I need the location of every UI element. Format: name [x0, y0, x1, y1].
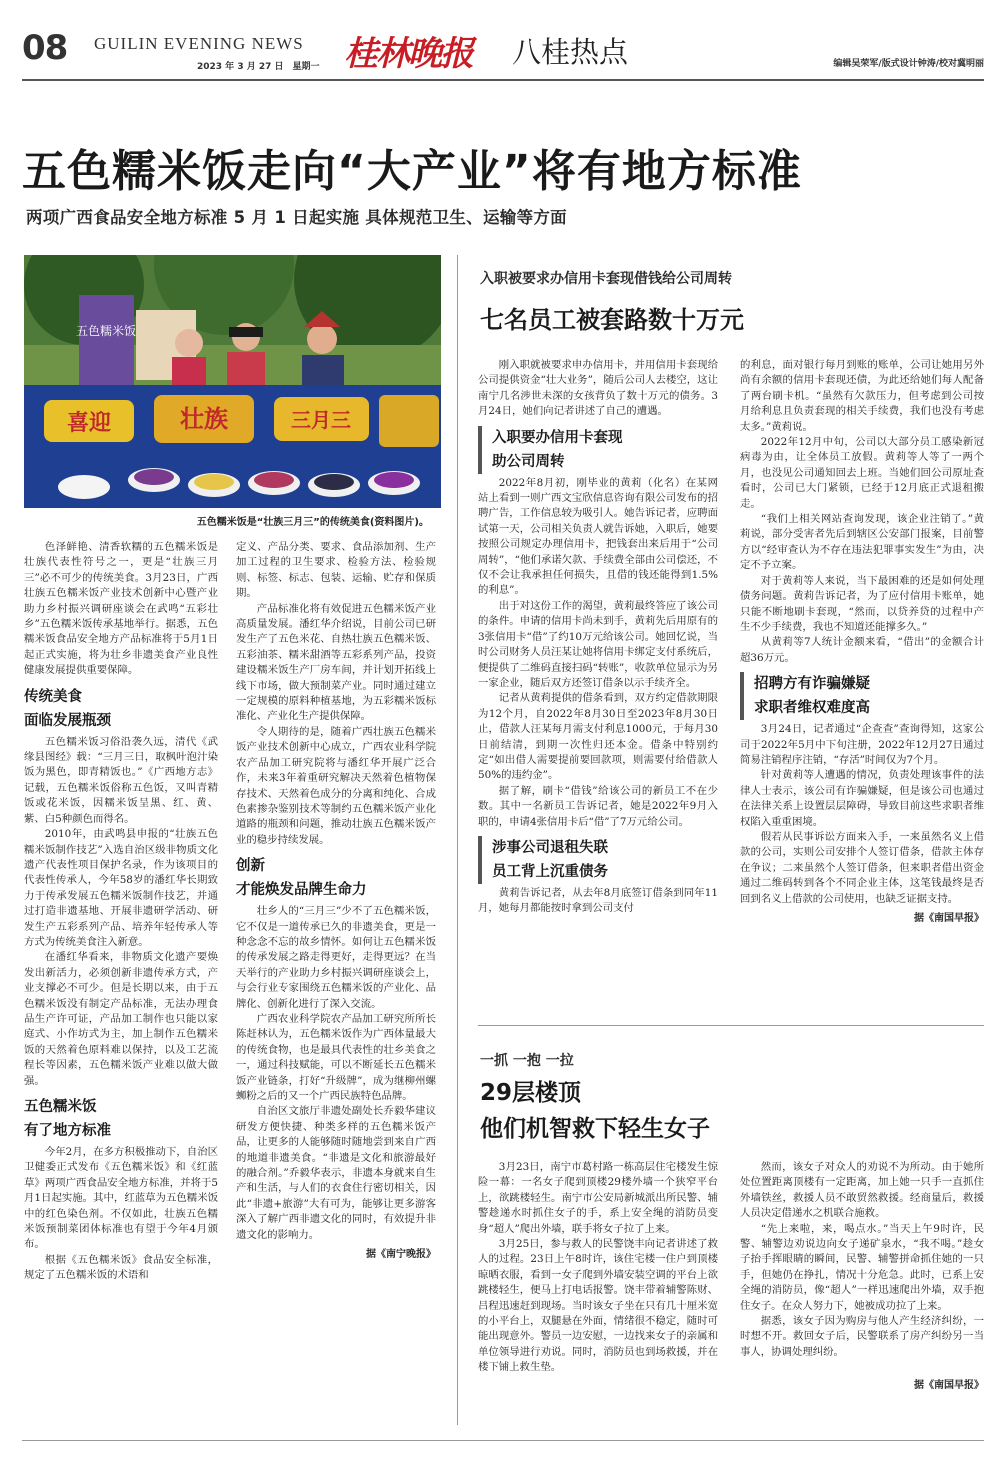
paragraph: 五色糯米饭习俗沿袭久远，清代《武缘县图经》载：“三月三日，取枫叶泡汁染饭为黑色，即青精饭也。”《广西地方志》记载，五色糯米饭俗称五色饭，又叫青精饭或花米饭，因糯米饭呈黑、红、黄、紫、白5种颜色而得名。	[24, 735, 218, 825]
paragraph: 令人期待的是，随着广西壮族五色糯米饭产业技术创新中心成立，广西农业科学院农产品加工研究院将与潘红华开展广泛合作，未来3年着重研究解决天然着色植物保存技术、天然着色成分的分离和纯化、合成色素掺杂鉴别技术等制约五色糯米饭产业化道路的瓶颈和问题，推动壮族五色糯米饭产业的稳步持续发展。	[236, 725, 436, 846]
story3-title-line1: 29层楼顶	[480, 1080, 582, 1106]
paragraph: 2010年，由武鸣县申报的“壮族五色糯米饭制作技艺”入选自治区级非物质文化遗产代表性项目保护名录，作为该项目的代表性传承人，今年58岁的潘红华长期致力于传承发展五色糯米饭制作技艺，并通过打造非遗基地、开展非遗研学活动、研发生产五彩系列产品、培养年轻传承人等方式为传统美食注入新意。	[24, 828, 218, 948]
masthead-rule	[22, 79, 984, 81]
paragraph: 2022年12月中旬，公司以大部分员工感染新冠病毒为由，让全体员工放假。黄莉等人等了一两个月，也没见公司通知回去上班。当她们回公司原址查看时，公司已大门紧锁，已经于12月底正式退租搬走。	[740, 436, 984, 510]
masthead	[22, 28, 984, 74]
section-heading: 五色糯米饭 有了地方标准	[24, 1099, 111, 1139]
main-article-col2	[236, 540, 436, 1425]
main-article-col1	[24, 540, 218, 1425]
paragraph: 3月23日，南宁市葛村路一栋高层住宅楼发生惊险一幕：一名女子爬到顶楼29楼外墙一个狭窄平台上，欲跳楼轻生。南宁市公安局新城派出所民警、辅警趁递水时抓住女子的手，系上安全绳的消防员变身“超人”爬出外墙，联手将女子拉了上来。	[478, 1161, 718, 1235]
paragraph: 针对黄莉等人遭遇的情况，负责处理该事件的法律人士表示，该公司有诈骗嫌疑，但是该公司也通过在法律关系上设置层层障碍，导致目前这些求职者维权陷入重重困境。	[740, 769, 984, 828]
story3-kicker: 一抓 一抱 一拉	[480, 1053, 574, 1069]
paragraph: 据了解，刷卡“借钱”给该公司的新员工不在少数。其中一名新员工告诉记者，她是2022年9月入职的，申请4张信用卡后“借”了7万元给公司。	[478, 784, 718, 828]
paragraph: 产品标准化将有效促进五色糯米饭产业高质量发展。潘红华介绍说，目前公司已研发生产了五色米花、自热壮族五色糯米饭、五彩油茶、糯米甜酒等五彩系列产品，投资建设糯米饭生产厂房车间，并计划开拓线上线下市场，做大预制菜产业。同时通过建立一定规模的原料种植基地，为五彩糯米饭标准化、产业化生产提供保障。	[236, 602, 436, 723]
photo-caption: 五色糯米饭是“壮族三月三”的传统美食(资料图片)。	[196, 517, 429, 528]
paragraph: 记者从黄莉提供的借条看到，双方约定借款期限为12个月，自2022年8月30日至2023年8月30日止，借款人汪某每月需支付利息1000元，于每月30日前结清，到期一次性归还本金。借条中特别约定“如出借人需要提前要回款项，则需要付给借款人50%的违约金”。	[478, 692, 718, 782]
story-divider	[478, 1025, 984, 1026]
news-photo	[24, 255, 441, 508]
section-heading: 涉事公司退租失联 员工背上沉重债务	[478, 836, 718, 884]
section-heading: 入职要办信用卡套现 助公司周转	[478, 426, 718, 474]
column-divider	[457, 255, 458, 1425]
story2-kicker: 入职被要求办信用卡套现借钱给公司周转	[480, 271, 732, 287]
story3-title-line2: 他们机智救下轻生女子	[480, 1116, 710, 1142]
footer-rule	[22, 1440, 984, 1441]
story3-col1	[478, 1160, 718, 1430]
section-heading: 创新 才能焕发品牌生命力	[236, 858, 367, 899]
paragraph: 自治区文旅厅非遗处副处长乔毅华建议研发方便快捷、种类多样的五色糯米饭产品，让更多的人能够随时随地尝到来自广西的地道非遗美食。“非遗是文化和旅游最好的融合剂。”乔毅华表示，非遗本身就来自生产和生活，与人们的衣食住行密切相关，因此“非遗+旅游”大有可为，能够让更多游客深入了解广西非遗文化的同时，有效提升非遗文化的影响力。	[236, 1105, 436, 1241]
photo-sign-3: 三月三	[291, 408, 351, 432]
paragraph: 在潘红华看来，非物质文化遗产要焕发出新活力，必须创新非遗传承方式，产业支撑必不可少。但是长期以来，由于五色糯米饭没有制定产品标准，无法办理食品生产许可证，产品加工制作也只能以家庭式、小作坊式为主，加上制作五色糯米饭的天然着色原料难以保持，以及工艺流程长等因素，五色糯米饭产业难以做大做强。	[24, 951, 218, 1087]
paragraph: 3月24日，记者通过“企查查”查询得知，这家公司于2022年5月中下旬注册，2022年12月27日通过简易注销程序注销，“存活”时间仅为7个月。	[740, 723, 984, 766]
issue-date: 2023 年 3 月 27 日 星期一	[197, 62, 320, 72]
paragraph: 2022年8月初，刚毕业的黄莉（化名）在某网站上看到一则广西文宝欣信息咨询有限公司发布的招聘广告，工作信息较为吸引人。她告诉记者，应聘面试第一天，公司相关负责人就告诉她，入职后，她要按照公司规定办理信用卡，把钱套出来后用于“公司周转”，“他们承诺欠款、手续费全部由公司偿还，不仅不会让我承担任何损失，且借的钱还能得到1.5%的利息”。	[478, 476, 718, 597]
main-headline: 五色糯米饭走向“大产业”将有地方标准	[22, 146, 802, 197]
main-subhead: 两项广西食品安全地方标准 5 月 1 日起实施 具体规范卫生、运输等方面	[26, 208, 567, 227]
paragraph: 广西农业科学院农产品加工研究所所长陈赶林认为，五色糯米饭作为广西体量最大的传统食物，也是最具代表性的壮乡美食之一，通过科技赋能，可以不断延长五色糯米饭产业链条，打好“升级牌”，成为继柳州螺蛳粉之后的又一个广西民族特色品牌。	[236, 1012, 436, 1102]
page-number: 08	[22, 28, 68, 68]
editor-credits: 编辑吴荣军/版式设计钟涛/校对冀明丽	[833, 59, 984, 69]
paragraph: 根据《五色糯米饭》食品安全标准，规定了五色糯米饭的术语和	[24, 1253, 218, 1282]
section-heading: 招聘方有诈骗嫌疑 求职者维权难度高	[740, 672, 984, 720]
paragraph: 对于黄莉等人来说，当下最困难的还是如何处理债务问题。黄莉告诉记者，为了应付信用卡账单，她只能不断地刷卡套现，“然而，以贷养贷的过程中产生不少手续费，我也不知道还能撑多久。”	[740, 574, 984, 633]
story3-col2	[740, 1160, 984, 1430]
paragraph: 色泽鲜艳、清香软糯的五色糯米饭是壮族代表性符号之一，更是“壮族三月三”必不可少的传统美食。3月23日，广西壮族五色糯米饭产业技术创新中心暨产业助力乡村振兴调研座谈会在武鸣“五彩壮乡”五色糯米饭传承基地举行。据悉，五色糯米饭食品安全地方产品标准将于5月1日起正式实施，将为壮乡非遗美食产业良性健康发展提供重要保障。	[24, 541, 218, 677]
paragraph: 从黄莉等7人统计金额来看，“借出”的金额合计超36万元。	[740, 636, 984, 664]
story2-col1	[478, 358, 718, 1013]
section-title: 八桂热点	[512, 35, 629, 69]
source-credit: 据《南国早报》	[914, 913, 984, 924]
paragraph: 据悉，该女子因为购房与他人产生经济纠纷，一时想不开。救回女子后，民警联系了房产纠纷另一当事人，协调处理纠纷。	[740, 1315, 984, 1358]
paragraph: “我们上相关网站查询发现，该企业注销了。”黄莉说，部分受害者先后到辖区公安部门报案，目前警方以“经审查认为不存在违法犯罪事实发生”为由，决定不予立案。	[740, 513, 984, 572]
paragraph: 的利息，面对银行每月到账的账单，公司让她用另外尚有余额的信用卡套现还债，为此还给她们每人配备了两台刷卡机。“虽然有欠款压力，但考虑到公司按月给利息且负责套现的相关手续费，我们也没有考虑太多。”黄莉说。	[740, 359, 984, 433]
paragraph: 刚入职就被要求申办信用卡，并用信用卡套现给公司提供资金“壮大业务”，随后公司人去楼空，这让南宁几名涉世未深的女孩背负了数十万元的债务。3月24日，她们向记者讲述了自己的遭遇。	[478, 359, 718, 418]
paragraph: 黄莉告诉记者，从去年8月底签订借条到同年11月，她每月都能按时拿到公司支付	[478, 886, 718, 915]
story2-title: 七名员工被套路数十万元	[480, 306, 744, 334]
story2-col2	[740, 358, 984, 1013]
paragraph: 假若从民事诉讼方面来入手，一来虽然名义上借款的公司，实则公司安排个人签订借条，借款主体存在争议；二来虽然个人签订借条，但来职者借出资金通过二维码转到各个不同企业主体，这笔钱最终是否回到名义上借款的公司使用，也缺乏证据支持。	[740, 830, 984, 905]
section-heading: 传统美食 面临发展瓶颈	[24, 688, 111, 729]
booth-sign: 五色糯米饭	[75, 324, 137, 338]
source-credit: 据《南宁晚报》	[366, 1249, 436, 1261]
source-credit: 据《南国早报》	[914, 1380, 984, 1392]
paragraph: 3月25日，参与救人的民警饶丰向记者讲述了救人的过程。23日上午8时许，该住宅楼一住户到顶楼晾晒衣服，看到一女子爬到外墙安装空调的平台上欲跳楼轻生，便马上打电话报警。饶丰带着辅警陈财、吕程迅速赶到现场。当时该女子坐在只有几十厘米宽的小平台上，双腿悬在外面，情绪很不稳定，随时可能出现意外。警员一边安慰，一边找来女子的亲属和单位领导进行劝说。同时，消防员也到场救援，并在楼下铺上救生垫。	[478, 1238, 718, 1374]
photo-illustration	[24, 255, 441, 508]
paper-name-en: GUILIN EVENING NEWS	[94, 34, 304, 53]
paragraph: 出于对这份工作的渴望，黄莉最终答应了该公司的条件。申请的信用卡尚未到手，黄莉先后用原有的3张信用卡“借”了约10万元给该公司。她回忆说，当时公司财务人员汪某让她将信用卡绑定支付系统后，便提供了二维码直接扫码“转账”，收款单位显示为另一家企业，随后双方还签订借条以示手续齐全。	[478, 599, 718, 689]
paragraph: 定义、产品分类、要求、食品添加剂、生产加工过程的卫生要求、检验方法、检验规则、标签、标志、包装、运输、贮存和保质期。	[236, 541, 436, 600]
paragraph: 今年2月，在多方积极推动下，自治区卫健委正式发布《五色糯米饭》和《红蓝草》两项广西食品安全地方标准，并将于5月1日起实施。其中，红蓝草为五色糯米饭中的红色染色剂。不仅如此，壮族五色糯米饭预制菜团体标准也有望于今年4月颁布。	[24, 1146, 218, 1251]
photo-sign-1: 喜迎	[66, 411, 112, 436]
paper-logo: 桂林晚报	[344, 34, 472, 74]
photo-sign-2: 壮族	[180, 405, 228, 433]
paragraph: 壮乡人的“三月三”少不了五色糯米饭，它不仅是一道传承已久的非遗美食，更是一种念念不忘的故乡情怀。如何让五色糯米饭的传承发展之路走得更好，走得更远？在当天举行的产业助力乡村振兴调研座谈会上，与会行业专家围绕五色糯米饭的产业化、品牌化、创新化进行了深入交流。	[236, 905, 436, 1010]
paragraph: 然而，该女子对众人的劝说不为所动。由于她所处位置距离顶楼有一定距离，加上她一只手一直抓住外墙铁丝，救援人员不敢贸然救援。经商量后，救援人员决定借递水之机联合施救。	[740, 1161, 984, 1220]
paragraph: “先上来啦，来，喝点水。”当天上午9时许，民警、辅警边劝说边向女子递矿泉水，“我不喝。”趁女子抬手挥眼睛的瞬间，民警、辅警拼命抓住她的一只手，但她仍在挣扎，情况十分危急。此时，已系上安全绳的消防员，像“超人”一样迅速爬出外墙，双手抱住女子。在众人努力下，她被成功拉了上来。	[740, 1222, 984, 1312]
